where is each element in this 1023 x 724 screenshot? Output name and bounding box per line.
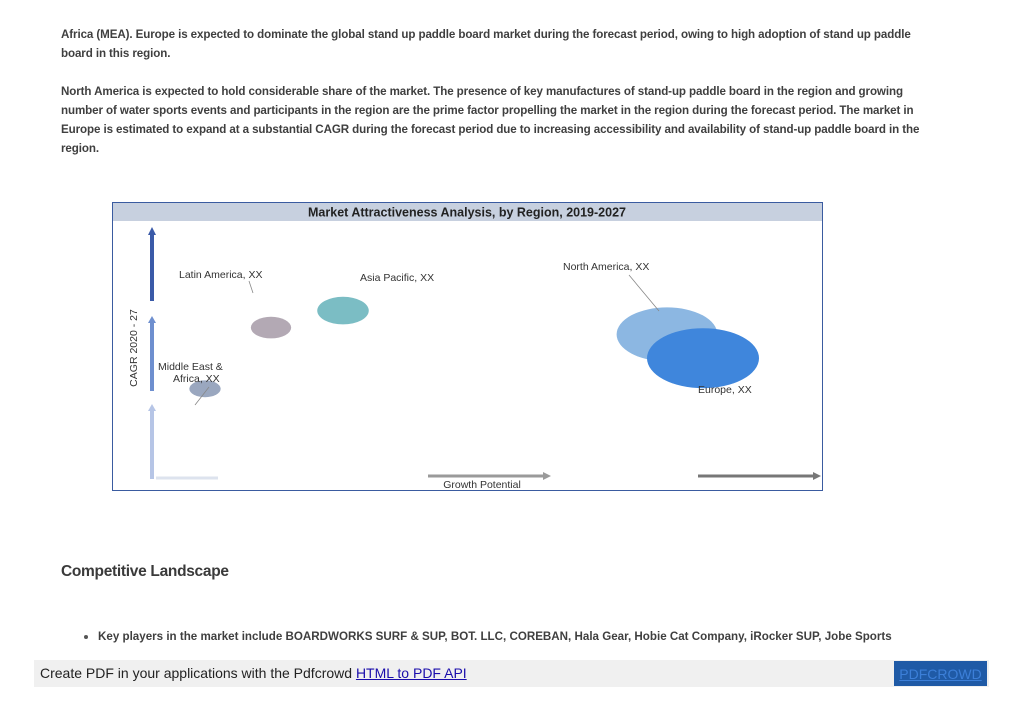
list-item-text: Key players in the market include BOARDWORKS SURF & SUP, BOT. LLC, COREBAN, Hala Gear, Hobie Cat Company, iRocker SUP, Jobe Sports (98, 630, 892, 643)
bubble-label: Europe, XX (698, 384, 752, 396)
pdfcrowd-footer (34, 660, 989, 687)
bubble-asia-pacific-xx (317, 297, 369, 325)
section-heading: Competitive Landscape (61, 563, 229, 580)
bubble-europe-xx (647, 328, 759, 388)
bubble-layer (158, 261, 759, 405)
y-axis-segment-middle (150, 321, 154, 391)
bubble-latin-america-xx (251, 317, 291, 339)
x-axis-arrowhead (813, 472, 821, 480)
bubble-label: Middle East & Africa, XX (158, 361, 223, 385)
bubble-label-connector (249, 281, 253, 293)
footer-text (40, 665, 467, 681)
bubble-label-connector (629, 275, 659, 311)
html-to-pdf-api-link[interactable]: HTML to PDF API (355, 665, 467, 681)
y-axis-label: CAGR 2020 - 27 (128, 309, 140, 387)
pdfcrowd-badge-link[interactable]: PDFCROWD (894, 661, 987, 686)
y-axis-arrowhead-bottom (148, 404, 156, 411)
y-axis-segment-top (150, 233, 154, 301)
bubble-label: North America, XX (563, 261, 650, 273)
bubble-label: Latin America, XX (179, 269, 263, 281)
bubble-label: Asia Pacific, XX (360, 272, 435, 284)
x-axis-arrowhead-middle (543, 472, 551, 480)
chart-title: Market Attractiveness Analysis, by Region, 2019-2027 (308, 205, 626, 220)
market-attractiveness-chart (112, 202, 823, 491)
x-axis-label: Growth Potential (443, 479, 521, 490)
chart-svg (113, 203, 822, 490)
key-players-list (84, 630, 892, 643)
footer-message: Create PDF in your applications with the Pdfcrowd (40, 665, 356, 681)
bullet-icon (84, 635, 88, 639)
y-axis-segment-bottom (150, 409, 154, 479)
y-axis-arrowhead-middle (148, 316, 156, 323)
north-america-paragraph: North America is expected to hold considerable share of the market. The presence of key manufactures of stand-up paddle board in the region and growing number of water sports events and participants in the region are the prime factor propelling the market in the region during the forecast period. The market in Europe is estimated to expand at a substantial CAGR during the forecast period due to increasing accessibility and availability of stand-up paddle board in the region. (61, 85, 920, 155)
intro-paragraph: Africa (MEA). Europe is expected to dominate the global stand up paddle board market during the forecast period, owing to high adoption of stand up paddle board in this region. (61, 28, 911, 60)
list-item (84, 630, 892, 643)
y-axis-arrowhead (148, 227, 156, 235)
